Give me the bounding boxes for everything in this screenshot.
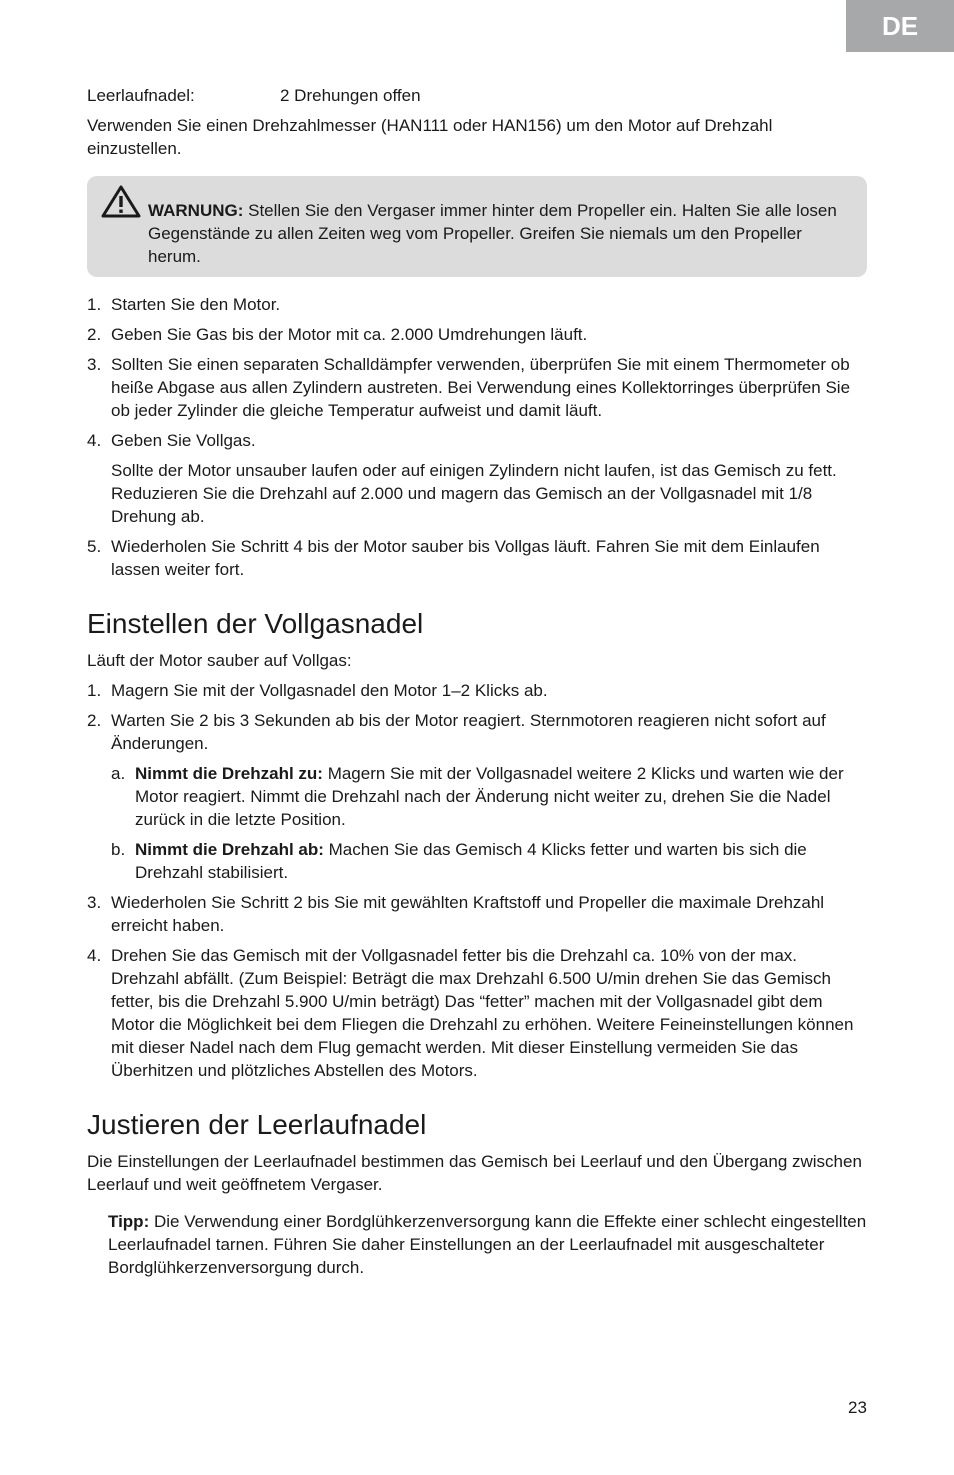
step-number: 1. — [87, 295, 102, 314]
step-number: 4. — [87, 431, 102, 450]
idle-needle-label: Leerlaufnadel: — [87, 86, 195, 105]
page-content — [87, 84, 867, 1279]
step-text: Starten Sie den Motor. — [111, 295, 281, 314]
step-number: 3. — [87, 893, 102, 912]
idle-needle-setting — [87, 84, 867, 107]
language-tab: DE — [846, 0, 954, 52]
intro-paragraph: Verwenden Sie einen Drehzahlmesser (HAN111 oder HAN156) um den Motor auf Drehzahl einzustellen. — [87, 116, 773, 158]
sub-step-body: Machen Sie das Gemisch 4 Klicks fetter und warten bis sich die Drehzahl stabilisiert. — [135, 840, 807, 882]
list-item — [87, 891, 867, 937]
step-note: Sollte der Motor unsauber laufen oder auf einigen Zylindern nicht laufen, ist das Gemisch zu fett. Reduzieren Sie die Drehzahl auf 2.000 und magern das Gemisch an der Vollgasnadel mit 1/8 Drehung ab. — [111, 461, 837, 526]
tip-text: Die Verwendung einer Bordglühkerzenversorgung kann die Effekte einer schlecht eingestellten Leerlaufnadel tarnen. Führen Sie daher Einstellungen an der Leerlaufnadel mit ausgeschalteter Bordglühkerzenversorgung durch. — [108, 1212, 867, 1277]
startup-steps — [87, 293, 867, 581]
step-text: Wiederholen Sie Schritt 4 bis der Motor sauber bis Vollgas läuft. Fahren Sie mit dem Einlaufen lassen weiter fort. — [111, 537, 820, 579]
step-text: Wiederholen Sie Schritt 2 bis Sie mit gewählten Kraftstoff und Propeller die maximale Drehzahl erreicht haben. — [111, 893, 825, 935]
step-body — [111, 709, 867, 884]
list-item — [87, 709, 867, 884]
sub-step-text — [135, 762, 867, 831]
list-item — [87, 429, 867, 528]
step-number: 5. — [87, 537, 102, 556]
list-item — [87, 323, 867, 346]
tip-label: Tipp: — [108, 1212, 150, 1231]
list-item — [87, 293, 867, 316]
sub-step-label: Nimmt die Drehzahl zu: — [135, 764, 323, 783]
warning-text — [148, 185, 843, 268]
section-intro: Läuft der Motor sauber auf Vollgas: — [87, 651, 352, 670]
tip-note — [108, 1210, 867, 1279]
page-number: 23 — [848, 1398, 867, 1417]
warning-triangle-icon — [101, 185, 141, 219]
step-text: Magern Sie mit der Vollgasnadel den Motor 1–2 Klicks ab. — [111, 681, 548, 700]
step-text: Sollten Sie einen separaten Schalldämpfer verwenden, überprüfen Sie mit einem Thermometer ob heiße Abgase aus allen Zylindern austreten. Bei Verwendung eines Kollektorringes überprüfen Sie ob jeder Zylinder die gleiche Temperatur aufweist und damit läuft. — [111, 355, 851, 420]
step-text: Geben Sie Gas bis der Motor mit ca. 2.000 Umdrehungen läuft. — [111, 325, 588, 344]
sub-step-letter: b. — [111, 840, 126, 859]
section-intro: Die Einstellungen der Leerlaufnadel bestimmen das Gemisch bei Leerlauf und den Übergang zwischen Leerlauf und weit geöffnetem Vergaser. — [87, 1152, 862, 1194]
warning-body: Stellen Sie den Vergaser immer hinter dem Propeller ein. Halten Sie alle losen Gegenstände zu allen Zeiten weg vom Propeller. Greifen Sie niemals um den Propeller herum. — [148, 201, 837, 266]
list-item — [87, 679, 867, 702]
sub-step-label: Nimmt die Drehzahl ab: — [135, 840, 324, 859]
sub-step-b — [111, 838, 867, 884]
step-text: Drehen Sie das Gemisch mit der Vollgasnadel fetter bis die Drehzahl ca. 10% von der max. Drehzahl abfällt. (Zum Beispiel: Beträgt die max Drehzahl 6.500 U/min drehen Sie das Gemisch fetter, bis die Drehzahl 5.900 U/min beträgt) Das “fetter” machen mit der Vollgasnadel gibt dem Motor die Möglichkeit bei dem Fliegen die Drehzahl zu erhöhen. Weitere Feineinstellungen können mit dieser Nadel nach dem Flug gemacht werden. Mit dieser Einstellung vermeiden Sie das Überhitzen und plötzliches Abstellen des Motors. — [111, 946, 854, 1080]
sub-step-a — [111, 762, 867, 831]
step-number: 3. — [87, 355, 102, 374]
step-text: Warten Sie 2 bis 3 Sekunden ab bis der Motor reagiert. Sternmotoren reagieren nicht sofort auf Änderungen. — [111, 711, 826, 753]
section-heading-idle-needle: Justieren der Leerlaufnadel — [87, 1109, 427, 1140]
sub-step-body: Magern Sie mit der Vollgasnadel weitere 2 Klicks und warten wie der Motor reagiert. Nimmt die Drehzahl nach der Änderung nicht weiter zu, drehen Sie die Nadel zurück in die letzte Position. — [135, 764, 844, 829]
step-number: 2. — [87, 325, 102, 344]
list-item — [87, 944, 867, 1082]
step-text: Geben Sie Vollgas. — [111, 431, 256, 450]
section-heading-full-throttle: Einstellen der Vollgasnadel — [87, 608, 424, 639]
step-body — [111, 429, 867, 528]
step-number: 1. — [87, 681, 102, 700]
list-item — [87, 535, 867, 581]
full-throttle-steps — [87, 679, 867, 1082]
sub-step-letter: a. — [111, 764, 126, 783]
warning-label: WARNUNG: — [148, 201, 244, 220]
sub-step-text — [135, 838, 867, 884]
warning-box — [87, 176, 867, 277]
list-item — [87, 353, 867, 422]
step-number: 4. — [87, 946, 102, 965]
step-number: 2. — [87, 711, 102, 730]
idle-needle-value: 2 Drehungen offen — [280, 86, 421, 105]
